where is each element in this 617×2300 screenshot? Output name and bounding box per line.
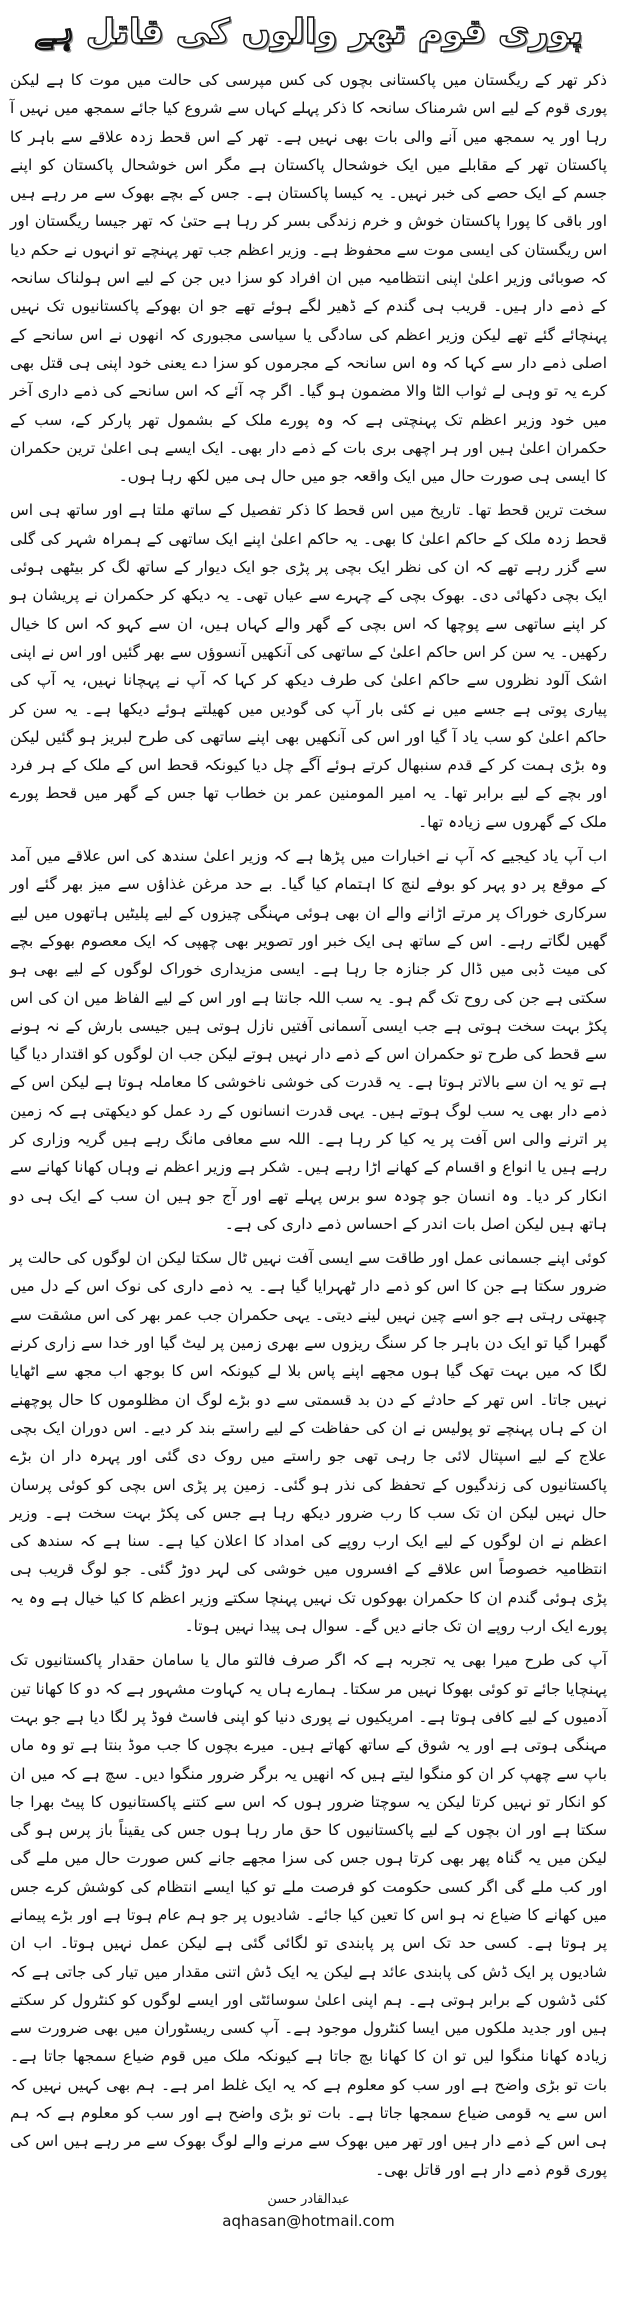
paragraph: ذکر تھر کے ریگستان میں پاکستانی بچوں کی کس مپرسی کی حالت میں موت کا ہے لیکن پوری قوم کے لیے اس شرمناک سانحہ کا ذکر پہلے کہاں سے شروع کیا جائے سمجھ میں نہیں آ رہا اور یہ سمجھ میں آنے والی بات بھی نہیں ہے۔ تھر کے اس قحط زدہ علاقے سے باہر کا پاکستان تھر کے مقابلے میں ایک خوشحال پاکستان ہے مگر اس خوشحال پاکستان کو اپنے جسم کے ایک حصے کی خبر نہیں۔ یہ کیسا پاکستان ہے۔ جس کے بچے بھوک سے مر رہے ہیں اور باقی کا پورا پاکستان خوش و خرم زندگی بسر کر رہا ہے حتیٰ کہ تھر جیسا ریگستان اور اس ریگستان کی ایسی موت سے محفوظ ہے۔ وزیر اعظم جب تھر پہنچے تو انہوں نے حکم دیا کہ صوبائی وزیر اعلیٰ اپنی انتظامیہ میں ان افراد کو سزا دیں جن کے لیے اس ہولناک سانحہ کے ذمے دار ہیں۔ قریب ہی گندم کے ڈھیر لگے ہوئے تھے جو ان بھوکے پاکستانیوں تک نہیں پہنچائے گئے تھے لیکن وزیر اعظم کی سادگی یا سیاسی مجبوری کہ انھوں نے اس سانحے کے اصلی ذمے دار سے کہا کہ وہ اس سانحہ کے مجرموں کو سزا دے یعنی خود اپنی ہی قتل بھی کرے یہ تو وہی لے ثواب الٹا والا مضمون ہو گیا۔ اگر چہ آئے کہ اس سانحے کی ذمے داری آخر میں خود وزیر اعظم تک پہنچتی ہے کہ وہ پورے ملک کے بشمول تھر پارکر کے، سب کے حکمران اعلیٰ ہیں اور ہر اچھی بری بات کے ذمے دار بھی۔ ایک ایسے ہی اعلیٰ ترین حکمران کا ایسی ہی صورت حال میں ایک واقعہ جو میں حال ہی میں لکھ رہا ہوں۔ <box>10 71 607 486</box>
author-email: aqhasan@hotmail.com <box>222 2211 395 2230</box>
paragraph: کوئی اپنے جسمانی عمل اور طاقت سے ایسی آفت نہیں ٹال سکتا لیکن ان لوگوں کی حالت پر ضرور سکتا ہے جن کا اس کو ذمے دار ٹھہرایا گیا ہے۔ یہ ذمے داری کی نوک اس کے دل میں چبھتی رہتی ہے جو اسے چین نہیں لینے دیتی۔ یہی حکمران جب عمر بھر کی اس مشقت سے گھبرا گیا تو ایک دن باہر جا کر سنگ ریزوں سے بھری زمین پر لیٹ گیا اور خدا سے زاری کرنے لگا کہ میں بہت تھک گیا ہوں مجھے اپنے پاس بلا لے کیونکہ اس کا بوجھ اب مجھ سے اٹھایا نہیں جاتا۔ اس تھر کے حادثے کے دن بد قسمتی سے دو بڑے لوگ ان مظلوموں کا حال پوچھنے ان کے ہاں پہنچے تو پولیس نے ان کی حفاظت کے لیے راستے بند کر دیے۔ اس دوران ایک بچی علاج کے لیے اسپتال لائی جا رہی تھی جو راستے میں روک دی گئی اور پہرہ دار ان بڑے پاکستانیوں کی زندگیوں کے تحفظ کی نذر ہو گئی۔ زمین پر پڑی اس بچی کو کوئی پرسان حال نہیں لیکن ان تک سب کا رب ضرور دیکھ رہا ہے جس کی پکڑ بہت سخت ہے۔ وزیر اعظم نے ان لوگوں کے لیے ایک ارب روپے کی امداد کا اعلان کیا ہے۔ سنا ہے کہ سندھ کی انتظامیہ خصوصاً اس علاقے کے افسروں میں خوشی کی لہر دوڑ گئی۔ جو لوگ قریب ہی پڑی ہوئی گندم ان کا حکمران بھوکوں تک نہیں پہنچا سکتے وزیر اعظم کا کیا خیال ہے وہ یہ پورے ایک ارب روپے ان تک جانے دیں گے۔ سوال ہی پیدا نہیں ہوتا۔ <box>10 1249 607 1636</box>
article-body <box>10 66 607 2184</box>
paragraph: سخت ترین قحط تھا۔ تاریخ میں اس قحط کا ذکر تفصیل کے ساتھ ملتا ہے اور ساتھ ہی اس قحط زدہ ملک کے حاکم اعلیٰ کا بھی۔ یہ حاکم اعلیٰ اپنے ایک ساتھی کے ہمراہ شہر کی گلی سے گزر رہے تھے کہ ان کی نظر ایک بچی پر پڑی جو ایک دیوار کے ساتھ لگ کر بیٹھی ہوئی ایک بچی دکھائی دی۔ بھوک بچی کے چہرے سے عیاں تھی۔ یہ دیکھ کر حکمران نے پریشان ہو کر اپنے ساتھی سے پوچھا کہ اس بچی کے گھر والے کہاں ہیں، ان سے کہو کہ اس کا خیال رکھیں۔ یہ سن کر اس حاکم اعلیٰ کے ساتھی کی آنکھیں آنسوؤں سے بھر گئیں اور اس نے اپنی اشک آلود نظروں سے حاکم اعلیٰ کی طرف دیکھ کر کہا کہ آپ نے پہچانا نہیں، یہ آپ کی پیاری پوتی ہے جسے میں نے کئی بار آپ کی گودیں میں کھیلتے ہوئے دیکھا ہے۔ یہ سن کر حاکم اعلیٰ کو سب یاد آ گیا اور اس کی آنکھیں بھی اپنے ساتھی کی طرح لبریز ہو گئیں لیکن وہ بڑی ہمت کر کے قدم سنبھال کرتے ہوئے آگے چل دیا کیونکہ قحط اس کے ملک کے ہر فرد اور بچے کے لیے برابر تھا۔ یہ امیر المومنین عمر بن خطاب تھا جس کے گھر میں قحط پورے ملک کے گھروں سے زیادہ تھا۔ <box>10 501 607 831</box>
author-name: عبدالقادر حسن <box>267 2191 350 2207</box>
paragraph: اب آپ یاد کیجیے کہ آپ نے اخبارات میں پڑھا ہے کہ وزیر اعلیٰ سندھ کی اس علاقے میں آمد کے موقع پر دو پہر کو بوفے لنچ کا اہتمام کیا گیا۔ بے حد مرغن غذاؤں سے میز بھر گئے اور سرکاری خوراک پر مرتے اڑانے والے ان بھی ہوئی مہنگی چیزوں کے لیے پلیٹیں ہاتھوں میں لیے گھیں لگاتے رہے۔ اس کے ساتھ ہی ایک خبر اور تصویر بھی چھپی کہ ایک معصوم بھوکے بچے کی میت ڈبی میں ڈال کر جنازہ جا رہا ہے۔ ایسی مزیداری خوراک لوگوں کے لیے بھی ہو سکتی ہے جن کی روح تک گم ہو۔ یہ سب اللہ جانتا ہے اور اس کے لیے الفاظ میں ان کی اس پکڑ بہت سخت ہوتی ہے جب ایسی آسمانی آفتیں نازل ہوتی ہیں جیسی بارش کے نہ ہونے سے قحط کی طرح تو حکمران اس کے ذمے دار نہیں ہوتے لیکن جب ان لوگوں کو اقتدار دیا گیا ہے تو یہ ان سے بالاتر ہوتا ہے۔ یہ قدرت کی خوشی ناخوشی کا معاملہ ہوتا ہے لیکن اس کے ذمے دار بھی یہ سب لوگ ہوتے ہیں۔ یہی قدرت انسانوں کے رد عمل کو دیکھتی ہے کہ زمین پر اترنے والی اس آفت پر یہ کیا کر رہا ہے۔ اللہ سے معافی مانگ رہے ہیں گریہ وزاری کر رہے ہیں یا انواع و اقسام کے کھانے اڑا رہے ہیں۔ شکر ہے وزیر اعظم نے وہاں کھانا کھانے سے انکار کر دیا۔ وہ انسان جو چودہ سو برس پہلے تھے اور آج جو ہیں ان سب کے ایک ہی دو ہاتھ ہیں لیکن اصل بات اندر کے احساس ذمے داری کی ہے۔ <box>10 847 607 1233</box>
column-headline: پوری قوم تھر والوں کی قاتل ہے <box>34 12 583 52</box>
paragraph: آپ کی طرح میرا بھی یہ تجربہ ہے کہ اگر صرف فالتو مال یا سامان حقدار پاکستانیوں تک پہنچایا جائے تو کوئی بھوکا نہیں مر سکتا۔ ہمارے ہاں یہ کہاوت مشہور ہے کہ دو کا کھانا تین آدمیوں کے لیے کافی ہوتا ہے۔ امریکیوں نے پوری دنیا کو اپنی فاسٹ فوڈ پر لگا دیا ہے جو بہت مہنگی ہوتی ہے اور یہ شوق کے ساتھ کھاتے ہیں۔ میرے بچوں کا جب موڈ بنتا ہے تو وہ ماں باپ سے چھپ کر ان کو منگوا لیتے ہیں کہ انھیں یہ برگر ضرور منگوا دیں۔ سچ ہے کہ میں ان کو انکار تو نہیں کرتا لیکن یہ سوچتا ضرور ہوں کہ اس سے کتنے پاکستانیوں کا پیٹ بھرا جا سکتا ہے اور ان بچوں کے لیے پاکستانیوں کا حق مار رہا ہوں جس کی یقیناً باز پرس ہو گی لیکن میں یہ گناہ پھر بھی کرتا ہوں جس کی سزا مجھے جانے کس صورت حال میں ملے گی اور کب ملے گی اگر کسی حکومت کو فرصت ملے تو کیا ایسے انتظام کی کوشش کرے جس میں کھانے کا ضیاع نہ ہو اس کا تعین کیا جائے۔ شادیوں پر جو ہم عام ہوتا ہے اور بڑے پیمانے پر ہوتا ہے۔ کسی حد تک اس پر پابندی تو لگائی گئی ہے لیکن عمل نہیں ہوتا۔ اب ان شادیوں پر ایک ڈش کی پابندی عائد ہے لیکن یہ ایک ڈش اتنی مقدار میں تیار کی جاتی ہے کہ کئی ڈشوں کے برابر ہوتی ہے۔ ہم اپنی اعلیٰ سوسائٹی اور ایسے لوگوں کو کنٹرول کر سکتے ہیں اور جدید ملکوں میں ایسا کنٹرول موجود ہے۔ آپ کسی ریسٹوران میں بھی ضرورت سے زیادہ کھانا منگوا لیں تو ان کا کھانا بچ جاتا ہے کیونکہ ملک میں قوم ضیاع سمجھا جاتا ہے۔ بات تو بڑی واضح ہے اور سب کو معلوم ہے کہ یہ ایک غلط امر ہے۔ ہم بھی کہیں نہیں کہ اس سے یہ قومی ضیاع سمجھا جاتا ہے۔ بات تو بڑی واضح ہے اور سب کو معلوم ہے کہ ہم ہی اس کے ذمے دار ہیں اور تھر میں بھوک سے مرنے والے لوگ بھوک سے مر رہے ہیں اس کی پوری قوم ذمے دار ہے اور قاتل بھی۔ <box>10 1651 607 2179</box>
